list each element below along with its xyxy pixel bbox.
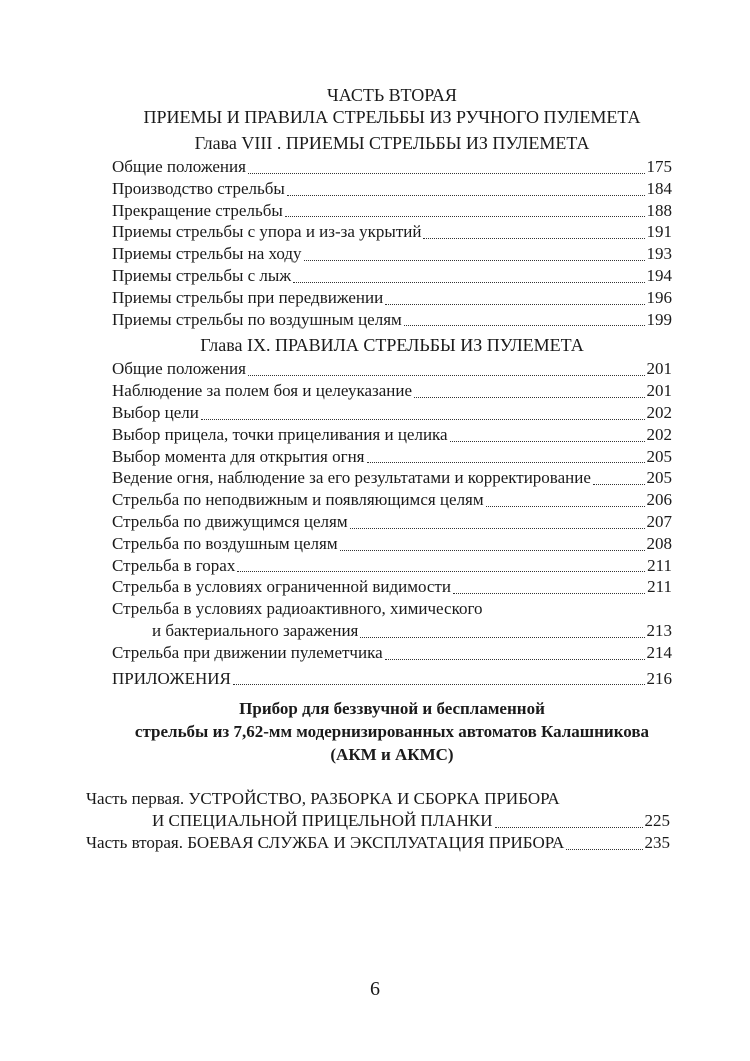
toc-entry-page: 235 <box>644 832 670 852</box>
toc-entry-title-line2: И СПЕЦИАЛЬНОЙ ПРИЦЕЛЬНОЙ ПЛАНКИ <box>152 811 493 831</box>
toc-entry <box>112 265 672 287</box>
toc-entry-page: 202 <box>646 402 672 422</box>
toc-entry-page: 205 <box>646 468 672 488</box>
part-label: ЧАСТЬ ВТОРАЯ <box>327 85 457 105</box>
toc-entry-title: Стрельба в условиях ограниченной видимости <box>112 577 451 597</box>
chapter-9-entries <box>112 358 672 598</box>
dot-leader <box>304 260 645 261</box>
toc-entry <box>112 287 672 309</box>
dot-leader <box>340 550 645 551</box>
toc-entry-title: Прекращение стрельбы <box>112 200 283 220</box>
dot-leader <box>367 462 645 463</box>
toc-entry <box>112 576 672 598</box>
toc-entry <box>112 555 672 577</box>
dot-leader <box>453 593 645 594</box>
toc-entry <box>112 511 672 533</box>
device-heading-line1: Прибор для беззвучной и беспламенной <box>239 699 545 719</box>
toc-entry-title: Приемы стрельбы с лыж <box>112 265 292 285</box>
toc-entry <box>112 200 672 222</box>
toc-entry-page: 191 <box>646 222 672 242</box>
toc-entry-title: Производство стрельбы <box>112 178 285 198</box>
toc-entry-title-line2: и бактериального заражения <box>152 620 359 640</box>
part-title: ПРИЕМЫ И ПРАВИЛА СТРЕЛЬБЫ ИЗ РУЧНОГО ПУЛЕМЕТА <box>143 107 641 127</box>
toc-entry-page: 206 <box>646 490 672 510</box>
toc-entry-title: Приемы стрельбы с упора и из-за укрытий <box>112 222 422 242</box>
toc-page <box>86 84 672 854</box>
dot-leader <box>350 528 645 529</box>
device-heading-line2: стрельбы из 7,62-мм модернизированных автоматов Калашникова <box>134 722 650 742</box>
toc-entry-title-line1: Стрельба в условиях радиоактивного, химического <box>112 599 483 619</box>
chapter-9-title: Глава IX. ПРАВИЛА СТРЕЛЬБЫ ИЗ ПУЛЕМЕТА <box>200 335 584 356</box>
toc-entry-title: Стрельба по неподвижным и появляющимся целям <box>112 490 484 510</box>
toc-entry-title: Стрельба в горах <box>112 555 236 575</box>
toc-entry-page: 201 <box>646 359 672 379</box>
toc-entry-title: Общие положения <box>112 359 246 379</box>
toc-entry-title-line1: Часть первая. УСТРОЙСТВО, РАЗБОРКА И СБОРКА ПРИБОРА <box>86 789 560 809</box>
page-number: 6 <box>370 978 380 1000</box>
toc-entry-title: Приемы стрельбы по воздушным целям <box>112 309 402 329</box>
dot-leader <box>450 441 645 442</box>
toc-entry-page: 211 <box>647 577 672 597</box>
toc-entry <box>112 489 672 511</box>
chapter-8-title: Глава VIII . ПРИЕМЫ СТРЕЛЬБЫ ИЗ ПУЛЕМЕТА <box>194 133 590 153</box>
toc-entry <box>112 424 672 446</box>
toc-entry-page: 196 <box>646 287 672 307</box>
toc-entry-device-part1 <box>86 788 670 832</box>
dot-leader <box>360 637 644 638</box>
toc-entry-title: Выбор цели <box>112 402 199 422</box>
toc-entry <box>112 642 672 664</box>
toc-entry <box>112 358 672 380</box>
toc-entry-page: 175 <box>646 157 672 176</box>
toc-entry-page: 216 <box>646 668 672 688</box>
dot-leader <box>248 375 645 376</box>
toc-entry <box>112 467 672 489</box>
toc-entry <box>112 380 672 402</box>
dot-leader <box>414 397 644 398</box>
toc-entry-device-part2 <box>86 832 670 854</box>
toc-entry-page: 214 <box>646 642 672 662</box>
toc-entry <box>112 156 672 178</box>
toc-entry-page: 205 <box>646 446 672 466</box>
toc-entry-title: ПРИЛОЖЕНИЯ <box>112 668 231 688</box>
toc-entry <box>112 178 672 200</box>
dot-leader <box>385 659 645 660</box>
toc-entry-title: Приемы стрельбы при передвижении <box>112 287 384 307</box>
toc-entry-page: 188 <box>646 200 672 220</box>
device-heading <box>112 697 672 766</box>
toc-entry-title: Общие положения <box>112 157 246 176</box>
toc-entry-title: Стрельба при движении пулеметчика <box>112 642 383 662</box>
toc-entry-title: Выбор момента для открытия огня <box>112 446 365 466</box>
dot-leader <box>233 684 645 685</box>
dot-leader <box>201 419 645 420</box>
toc-entry-page: 207 <box>646 511 672 531</box>
toc-entry-page: 193 <box>646 244 672 264</box>
toc-entry-page: 208 <box>646 533 672 553</box>
dot-leader <box>293 282 644 283</box>
toc-entry <box>112 446 672 468</box>
dot-leader <box>385 304 644 305</box>
toc-entry-title: Приемы стрельбы на ходу <box>112 244 302 264</box>
toc-entry-page: 202 <box>646 424 672 444</box>
toc-entry-page: 225 <box>644 811 670 831</box>
device-heading-line3: (АКМ и АКМС) <box>330 745 454 765</box>
toc-entry-page: 184 <box>646 178 672 198</box>
dot-leader <box>285 216 645 217</box>
toc-entry-page: 201 <box>646 381 672 401</box>
dot-leader <box>566 849 642 850</box>
dot-leader <box>423 238 644 239</box>
toc-entry-multiline <box>112 598 672 642</box>
toc-entry-title: Часть вторая. БОЕВАЯ СЛУЖБА И ЭКСПЛУАТАЦИЯ ПРИБОРА <box>86 832 565 852</box>
dot-leader <box>248 173 645 174</box>
dot-leader <box>495 827 643 828</box>
toc-entry-page: 213 <box>646 620 672 640</box>
chapter-8-entries <box>112 156 672 330</box>
dot-leader <box>593 484 645 485</box>
toc-entry-title: Ведение огня, наблюдение за его результатами и корректирование <box>112 468 591 488</box>
toc-entry <box>112 221 672 243</box>
toc-entry <box>112 402 672 424</box>
dot-leader <box>404 325 645 326</box>
toc-entry-appendix <box>112 668 672 690</box>
toc-entry-page: 194 <box>646 265 672 285</box>
toc-entry-title: Стрельба по воздушным целям <box>112 533 338 553</box>
dot-leader <box>486 506 645 507</box>
toc-entry-title: Наблюдение за полем боя и целеуказание <box>112 381 413 401</box>
toc-entry <box>112 309 672 331</box>
toc-entry-title: Стрельба по движущимся целям <box>112 511 348 531</box>
dot-leader <box>237 571 645 572</box>
toc-entry-title: Выбор прицела, точки прицеливания и целика <box>112 424 448 444</box>
toc-entry <box>112 243 672 265</box>
dot-leader <box>287 195 645 196</box>
toc-entry-page: 211 <box>647 555 672 575</box>
toc-entry <box>112 533 672 555</box>
toc-entry-page: 199 <box>646 309 672 329</box>
